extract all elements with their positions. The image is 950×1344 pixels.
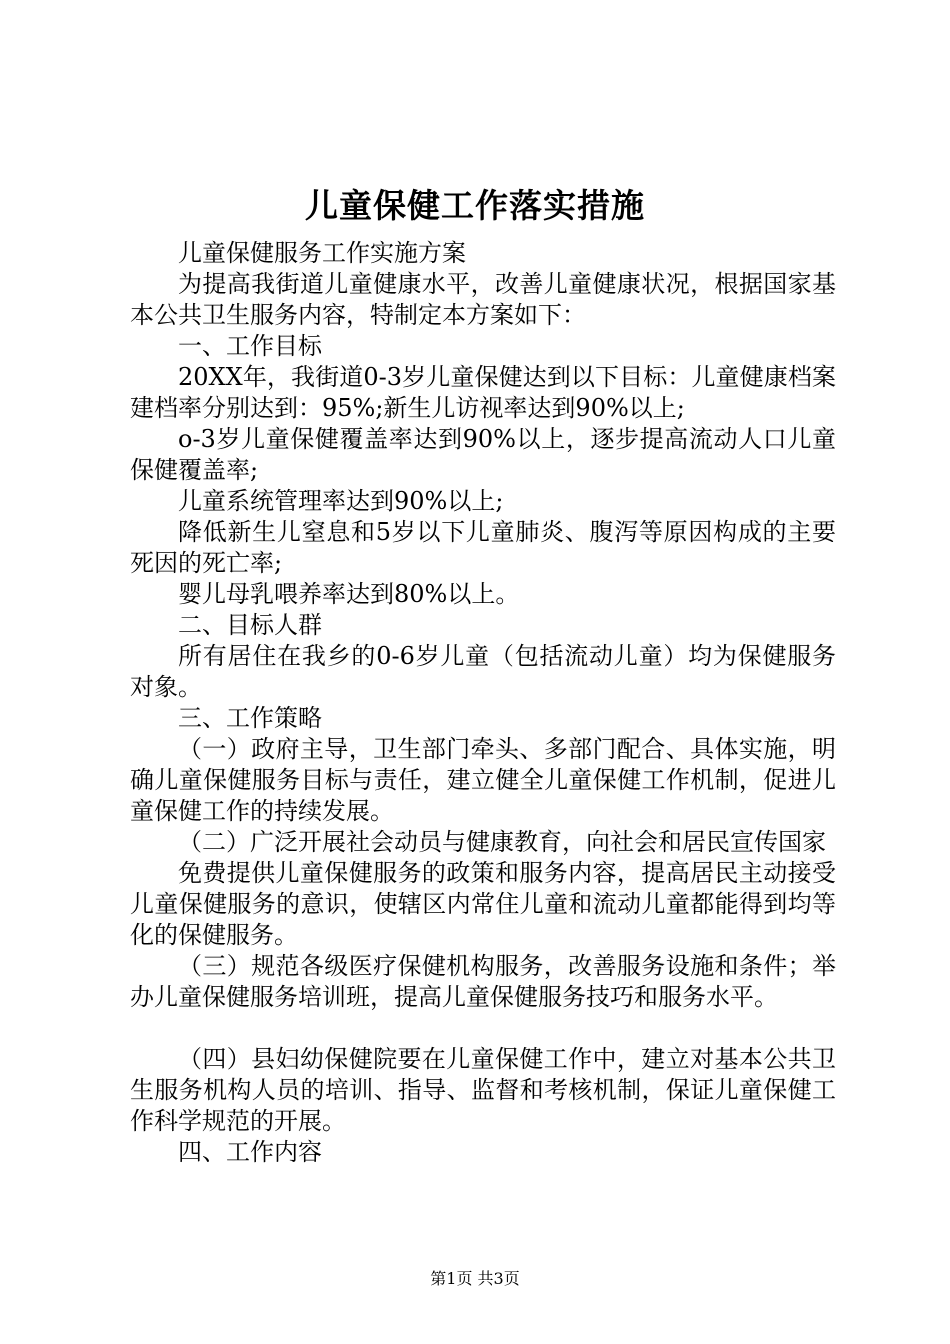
paragraph-goal-breastfeeding: 婴儿母乳喂养率达到80%以上。 bbox=[178, 580, 520, 608]
paragraph-goal-targets: 20XX年，我街道0-3岁儿童保健达到以下目标：儿童健康档案建档率分别达到：95%;新生儿访视率达到90%以上; bbox=[130, 363, 836, 422]
section-heading-goals: 一、工作目标 bbox=[178, 332, 322, 360]
paragraph-strategy-4: （四）县妇幼保健院要在儿童保健工作中，建立对基本公共卫生服务机构人员的培训、指导、监督和考核机制，保证儿童保健工作科学规范的开展。 bbox=[130, 1045, 836, 1135]
paragraph-strategy-2: （二）广泛开展社会动员与健康教育，向社会和居民宣传国家 bbox=[178, 828, 826, 856]
page-number: 第1页 共3页 bbox=[430, 1269, 520, 1288]
paragraph-plan-heading: 儿童保健服务工作实施方案 bbox=[178, 239, 466, 267]
section-heading-target-group: 二、目标人群 bbox=[178, 611, 322, 639]
paragraph-goal-coverage: o-3岁儿童保健覆盖率达到90%以上，逐步提高流动人口儿童保健覆盖率; bbox=[130, 425, 836, 484]
paragraph-goal-management: 儿童系统管理率达到90%以上; bbox=[178, 487, 504, 515]
paragraph-strategy-1: （一）政府主导，卫生部门牵头、多部门配合、具体实施，明确儿童保健服务目标与责任，建立健全儿童保健工作机制，促进儿童保健工作的持续发展。 bbox=[130, 735, 836, 825]
document-body bbox=[130, 238, 836, 1168]
paragraph-strategy-3: （三）规范各级医疗保健机构服务，改善服务设施和条件；举办儿童保健服务培训班，提高儿童保健服务技巧和服务水平。 bbox=[130, 952, 836, 1011]
paragraph-target-group: 所有居住在我乡的0-6岁儿童（包括流动儿童）均为保健服务对象。 bbox=[130, 642, 836, 701]
section-heading-work-content: 四、工作内容 bbox=[178, 1138, 322, 1166]
section-heading-strategy: 三、工作策略 bbox=[178, 704, 322, 732]
paragraph-strategy-2-cont: 免费提供儿童保健服务的政策和服务内容，提高居民主动接受儿童保健服务的意识，使辖区内常住儿童和流动儿童都能得到均等化的保健服务。 bbox=[130, 859, 836, 949]
document-title: 儿童保健工作落实措施 bbox=[305, 186, 645, 225]
paragraph-intro: 为提高我街道儿童健康水平，改善儿童健康状况，根据国家基本公共卫生服务内容，特制定本方案如下： bbox=[130, 270, 836, 329]
paragraph-goal-mortality: 降低新生儿窒息和5岁以下儿童肺炎、腹泻等原因构成的主要死因的死亡率; bbox=[130, 518, 836, 577]
